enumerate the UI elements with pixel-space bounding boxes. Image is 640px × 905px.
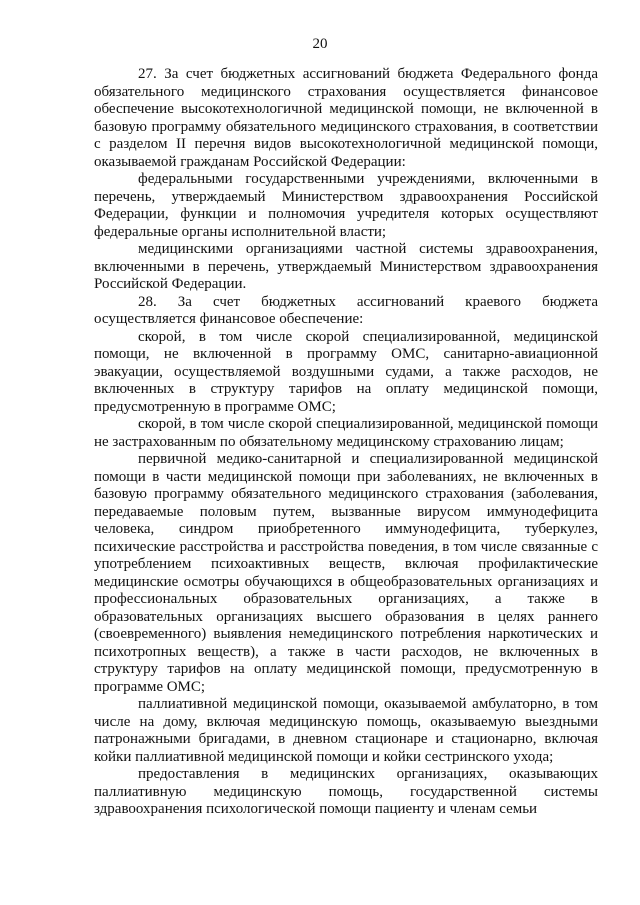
paragraph-palliative-care: паллиативной медицинской помощи, оказываемой амбулаторно, в том числе на дому, включая медицинскую помощь, оказываемую выездными патронажными бригадами, в дневном стационаре и стационарно, включая койки паллиативной медицинской помощи и койки сестринского ухода; — [94, 696, 598, 765]
paragraph-federal-institutions: федеральными государственными учреждениями, включенными в перечень, утверждаемый Министерством здравоохранения Российской Федерации, функции и полномочия учредителя которых осуществляют федеральные органы исполнительной власти; — [94, 171, 598, 240]
paragraph-27: 27. За счет бюджетных ассигнований бюджета Федерального фонда обязательного медицинского страхования осуществляется финансовое обеспечение высокотехнологичной медицинской помощи, не включенной в базовую программу обязательного медицинского страхования, в соответствии с разделом II перечня видов высокотехнологичной медицинской помощи, оказываемой гражданам Российской Федерации: — [94, 66, 598, 170]
paragraph-psychological-help: предоставления в медицинских организациях, оказывающих паллиативную медицинскую помощь, государственной системы здравоохранения психологической помощи пациенту и членам семьи — [94, 766, 598, 817]
paragraph-private-organizations: медицинскими организациями частной системы здравоохранения, включенными в перечень, утверждаемый Министерством здравоохранения Российской Федерации. — [94, 241, 598, 292]
paragraph-emergency-uninsured: скорой, в том числе скорой специализированной, медицинской помощи не застрахованным по обязательному медицинскому страхованию лицам; — [94, 416, 598, 450]
paragraph-primary-specialized-care: первичной медико-санитарной и специализированной медицинской помощи в части медицинской помощи при заболеваниях, не включенных в базовую программу обязательного медицинского страхования (заболевания, передаваемые половым путем, вызванные вирусом иммунодефицита человека, синдром приобретенного иммунодефицита, туберкулез, психические расстройства и расстройства поведения, в том числе связанные с употреблением психоактивных веществ, включая профилактические медицинские осмотры обучающихся в общеобразовательных организациях и профессиональных образовательных организациях, а также в образовательных организациях высшего образования в целях раннего (своевременного) выявления немедицинского потребления наркотических и психотропных веществ), а также в части расходов, не включенных в структуру тарифов на оплату медицинской помощи, предусмотренную в программе ОМС; — [94, 451, 598, 695]
paragraph-emergency-care: скорой, в том числе скорой специализированной, медицинской помощи, не включенной в программу ОМС, санитарно-авиационной эвакуации, осуществляемой воздушными судами, а также расходов, не включенных в структуру тарифов на оплату медицинской помощи, предусмотренную в программе ОМС; — [94, 328, 598, 415]
document-body — [94, 66, 598, 819]
page-number: 20 — [312, 36, 328, 52]
paragraph-28: 28. За счет бюджетных ассигнований краевого бюджета осуществляется финансовое обеспечение: — [94, 293, 598, 327]
